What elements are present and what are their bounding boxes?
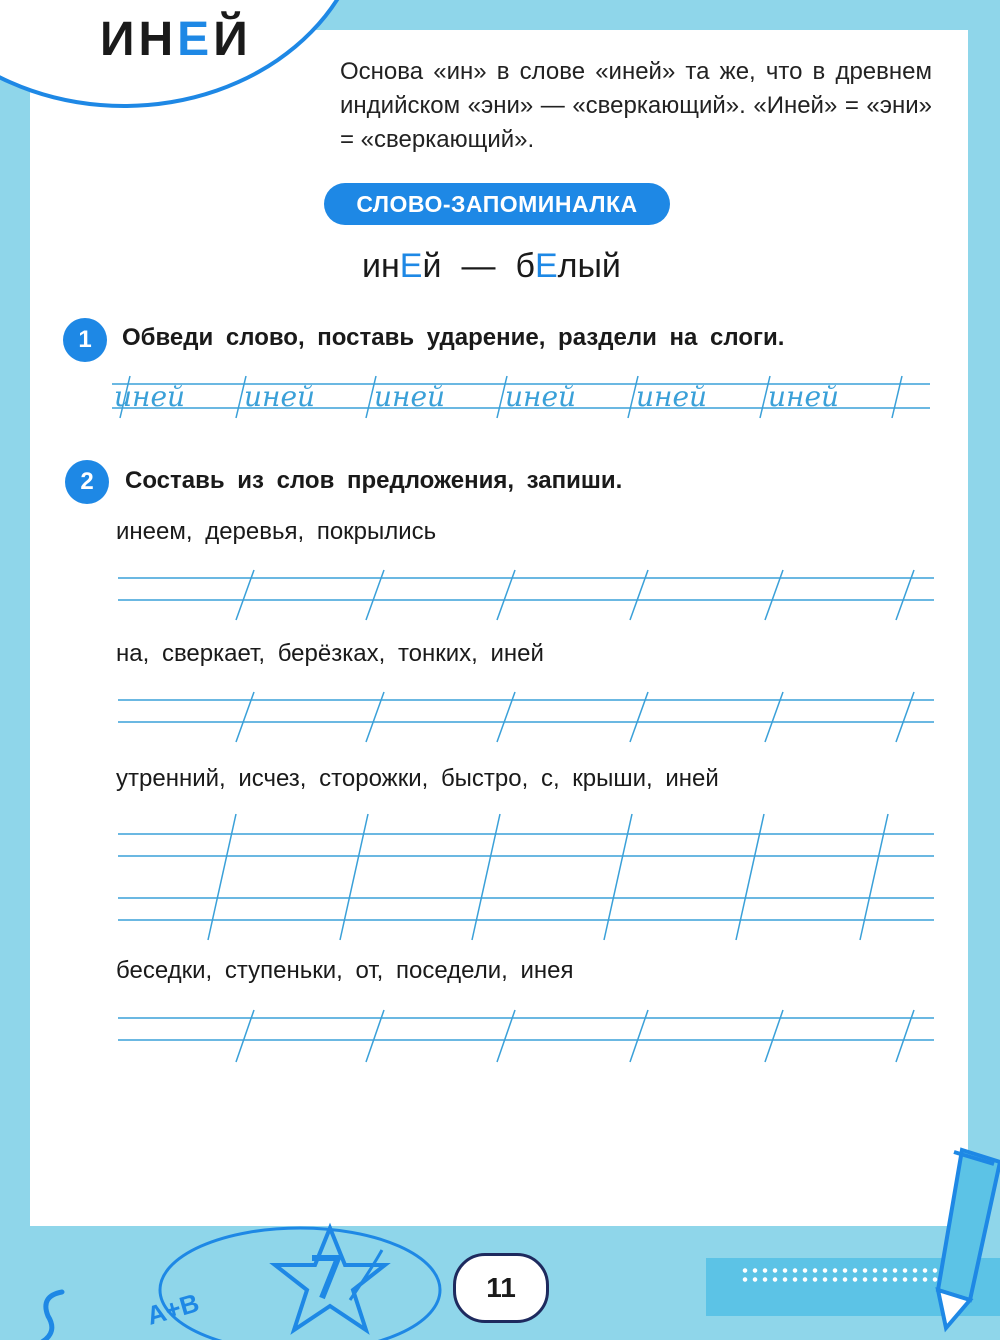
word-set-4: беседки, ступеньки, от, поседели, инея: [116, 957, 574, 984]
word-set-3: утренний, исчез, сторожки, быстро, с, крыши, иней: [116, 765, 719, 792]
task-2-instruction: Составь из слов предложения, запиши.: [125, 467, 623, 494]
task-1-number: 1: [63, 318, 107, 362]
intro-paragraph: Основа «ин» в слове «иней» та же, что в древнем индийском «эни» — «сверкающий». «Иней» = «эни» = «сверкающий».: [340, 58, 932, 153]
decor-formula: A+B: [143, 1287, 203, 1331]
word-iney: инЕй: [362, 247, 442, 285]
memory-word-label: СЛОВО-ЗАПОМИНАЛКА: [324, 183, 670, 225]
swirl-icon: [42, 1292, 62, 1340]
trace-word: иней: [505, 380, 577, 413]
memory-words: инЕй — бЕлый: [362, 247, 621, 285]
task-2-number: 2: [65, 460, 109, 504]
task-1-instruction: Обведи слово, поставь ударение, раздели на слоги.: [122, 324, 785, 351]
page-number: 11: [453, 1253, 549, 1323]
word-set-2: на, сверкает, берёзках, тонких, иней: [116, 640, 544, 667]
page-title: ИНЕЙ: [100, 13, 252, 66]
trace-word: иней: [114, 380, 186, 413]
trace-word: иней: [374, 380, 446, 413]
pencil-icon: [938, 1150, 1000, 1328]
trace-word: иней: [244, 380, 316, 413]
word-set-1: инеем, деревья, покрылись: [116, 518, 437, 545]
trace-word: иней: [768, 380, 840, 413]
trace-word: иней: [636, 380, 708, 413]
word-bely: бЕлый: [515, 247, 621, 285]
